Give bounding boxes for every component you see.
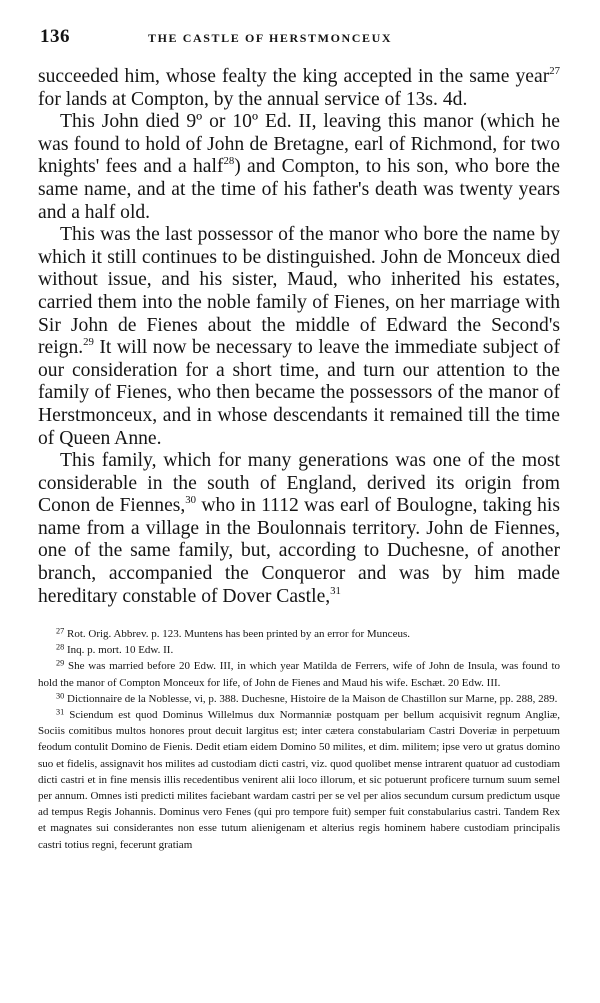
- paragraph-3: [38, 224, 560, 450]
- paragraph-4-text-b: who in 1112 was earl of Boulogne, taking his name from a village in the Boulonnais territory. John de Fiennes, one of the same family, but, according to Duchesne, of another branch, accompanied the Conqueror and was by him made hereditary constable of Dover Castle,: [38, 495, 560, 607]
- paragraph-2-text-b: ) and Compton, to his son, who bore the same name, and at the time of his father's death was twenty years and a half old.: [38, 156, 560, 223]
- page-number: 136: [40, 26, 70, 47]
- paragraph-4-text-a: This family, which for many generations was one of the most considerable in the south of England, derived its origin from Conon de Fiennes,: [38, 450, 560, 517]
- running-title: THE CASTLE OF HERSTMONCEUX: [148, 31, 393, 45]
- paragraph-2: [38, 111, 560, 224]
- paragraph-1-text-a: succeeded him, whose fealty the king accepted in the same year: [38, 66, 550, 87]
- footnote-31-text: Sciendum est quod Dominus Willelmus dux Normanniæ postquam per bellum acquisivit regnum Angliæ, Sociis comitibus multos honores prout decuit largitus est; inter cætera constabulariam Castri Doveriæ in perpetuum feodum contulit Domino de Fienis. Dedit etiam eidem Domino 50 milites, et dim. militem; ipse vero ut gratus domino suo et fidelis, assignavit hos milites ad custodiam dicti castri, viz. quod quolibet mense intrarent quatuor ad custodiam dicti castri et in fine mensis illis recedentibus venirent alii loco illorum, et sic potuerunt proficere turnum suum semel per annum. Omnes isti predicti milites faciebant wardam castri per se vel per alios secundum cursum predictum usque ad tempus Regis Johannis. Dominus vero Fenes (qui pro tempore fuit) semper fuit constabularius castri. Tandem Rex et magnates sui considerantes non esse tutum alienigenam et alterius regis hominem habere custodiam principalis castri totius regni, fecerunt gratiam: [38, 709, 560, 851]
- paragraph-4: [38, 450, 560, 608]
- footnote-28: [38, 642, 560, 658]
- footnotes: [38, 626, 560, 853]
- footnote-28-text: Inq. p. mort. 10 Edw. II.: [67, 644, 174, 657]
- paragraph-3-text-b: It will now be necessary to leave the immediate subject of our consideration for a short time, and turn our attention to the family of Fienes, who then became the possessors of the manor of Herstmonceux, and in whose descendants it remained till the time of Queen Anne.: [38, 337, 560, 449]
- footnote-29: [38, 658, 560, 690]
- footnote-ref-28: 28: [223, 155, 235, 168]
- paragraph-3-text-a: This was the last possessor of the manor who bore the name by which it still continues to be distinguished. John de Monceux died without issue, and his sister, Maud, who inherited his estates, carried them into the noble family of Fienes, on her marriage with Sir John de Fienes about the middle of Edward the Second's reign.: [38, 224, 560, 359]
- footnote-30-number: 30: [56, 691, 65, 701]
- footnote-29-number: 29: [56, 659, 65, 669]
- footnote-ref-29: 29: [83, 336, 94, 349]
- footnote-29-text: She was married before 20 Edw. III, in which year Matilda de Ferrers, wife of John de Insula, was found to hold the manor of Compton Monceux for life, of John de Fienes and Maud his wife. Eschæt. 20 Edw. III.: [38, 660, 560, 689]
- paragraph-2-text-a: This John died 9º or 10º Ed. II, leaving this manor (which he was found to hold of John de Bretagne, earl of Richmond, for two knights' fees and a half: [38, 111, 560, 178]
- footnote-28-number: 28: [56, 642, 65, 652]
- footnote-ref-31: 31: [330, 584, 341, 597]
- footnote-27-number: 27: [56, 626, 65, 636]
- footnote-27-extra: Muntens has been printed by an error for Munceus.: [184, 628, 410, 640]
- body-text: [38, 66, 560, 608]
- footnote-27-text: Rot. Orig. Abbrev. p. 123.: [67, 628, 182, 640]
- paragraph-1: [38, 66, 560, 111]
- footnote-31-number: 31: [56, 707, 65, 717]
- footnote-30-text: Dictionnaire de la Noblesse, vi, p. 388. Duchesne, Histoire de la Maison de Chastillon sur Marne, pp. 288, 289.: [67, 692, 558, 705]
- footnote-30: [38, 691, 560, 707]
- footnote-27: [38, 626, 560, 642]
- paragraph-1-text-b: for lands at Compton, by the annual service of 13s. 4d.: [38, 88, 468, 110]
- footnote-ref-30: 30: [185, 494, 197, 507]
- footnote-31: [38, 707, 560, 853]
- running-head: [38, 0, 560, 60]
- footnote-ref-27: 27: [549, 64, 560, 77]
- book-page: [38, 0, 560, 851]
